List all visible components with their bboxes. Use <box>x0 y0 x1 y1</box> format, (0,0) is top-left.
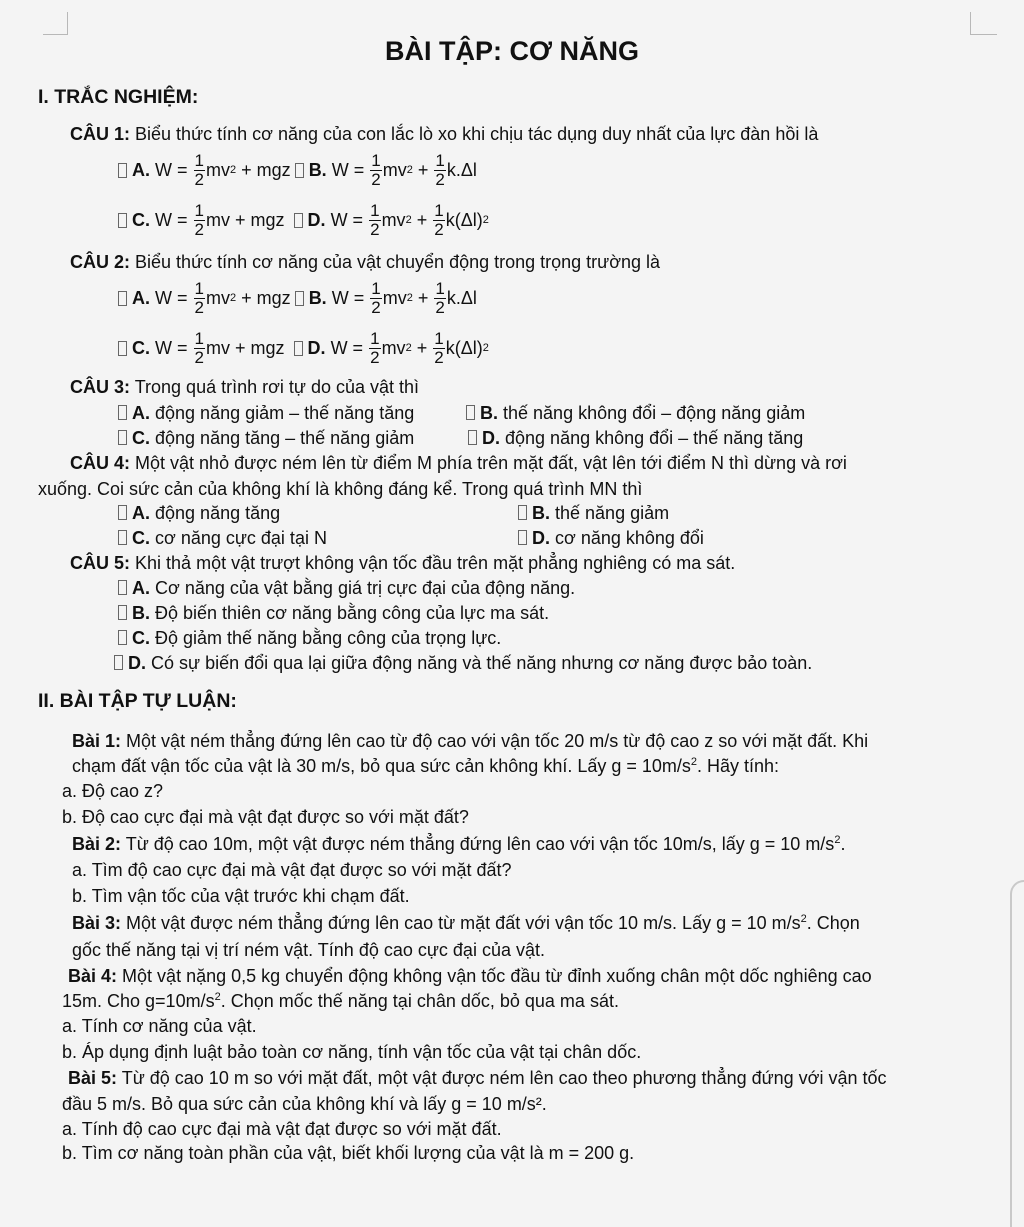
checkbox-icon[interactable] <box>118 341 127 356</box>
exercise-4-part-b: b. Áp dụng định luật bảo toàn cơ năng, tính vận tốc của vật tại chân dốc. <box>62 1042 642 1062</box>
fraction: $\frac{1}{2}$ <box>434 328 444 367</box>
question-2 <box>70 251 660 273</box>
exercise-3-text-2: gốc thế năng tại vị trí ném vật. Tính độ cao cực đại của vật. <box>72 940 545 960</box>
checkbox-icon[interactable] <box>118 213 127 228</box>
question-4-text-1: Một vật nhỏ được ném lên từ điểm M phía trên mặt đất, vật lên tới điểm N thì dừng và rơi <box>135 453 847 473</box>
exercise-5: Bài 5: Từ độ cao 10 m so với mặt đất, một vật được ném lên cao theo phương thẳng đứng với vận tốc <box>68 1068 887 1088</box>
question-3-label: CÂU 3: <box>70 377 131 397</box>
checkbox-icon[interactable] <box>295 163 304 178</box>
q1-option-a-letter: A. <box>132 159 150 180</box>
exercise-2-label: Bài 2: <box>72 834 122 854</box>
checkbox-icon[interactable] <box>118 580 127 595</box>
question-3 <box>70 376 419 398</box>
q2-option-c-letter: C. <box>132 337 150 358</box>
q3-option-c[interactable]: C. động năng tăng – thế năng giảm <box>118 427 414 449</box>
question-5 <box>70 552 735 574</box>
exercise-2: Bài 2: Từ độ cao 10m, một vật được ném thẳng đứng lên cao với vận tốc 10m/s, lấy g = 10 $m/s^2$. <box>72 834 846 854</box>
page-corner-mark-right <box>970 12 997 35</box>
checkbox-icon[interactable] <box>295 291 304 306</box>
q2-option-b-letter: B. <box>308 287 327 308</box>
page-corner-mark-left <box>43 12 68 35</box>
page-title: BÀI TẬP: CƠ NĂNG <box>384 36 640 66</box>
exercise-4-label: Bài 4: <box>68 966 118 986</box>
checkbox-icon[interactable] <box>294 341 303 356</box>
q4-option-d[interactable]: D. cơ năng không đổi <box>518 527 704 549</box>
fraction: $\frac{1}{2}$ <box>434 200 444 239</box>
exercise-1-text-1: Một vật ném thẳng đứng lên cao từ độ cao với vận tốc 20 m/s từ độ cao z so với mặt đất. Khi <box>126 731 869 751</box>
checkbox-icon[interactable] <box>118 430 127 445</box>
exercise-1-label: Bài 1: <box>72 731 122 751</box>
fraction: $\frac{1}{2}$ <box>435 278 445 317</box>
question-2-label: CÂU 2: <box>70 252 131 272</box>
checkbox-icon[interactable] <box>518 530 527 545</box>
fraction: $\frac{1}{2}$ <box>370 200 380 239</box>
exercise-5-label: Bài 5: <box>68 1068 118 1088</box>
question-4-text-2: xuống. Coi sức cản của không khí là không đáng kể. Trong quá trình MN thì <box>38 479 643 499</box>
question-5-text: Khi thả một vật trượt không vận tốc đầu trên mặt phẳng nghiêng có ma sát. <box>135 553 736 573</box>
exercise-5-part-a: a. Tính độ cao cực đại mà vật đạt được so với mặt đất. <box>62 1119 502 1139</box>
checkbox-icon[interactable] <box>466 405 475 420</box>
fraction: $\frac{1}{2}$ <box>194 278 205 317</box>
checkbox-icon[interactable] <box>518 505 527 520</box>
q4-option-c[interactable]: C. cơ năng cực đại tại N <box>118 527 327 549</box>
q1-option-b-letter: B. <box>308 159 327 180</box>
q2-options-row-1: A. W = $\frac{1}{2}$ mv 2 + mgz B. W = $\frac{1}{2}$ mv 2 + $\frac{1}{2}$ k.Δl <box>118 276 477 320</box>
q2-option-d-letter: D. <box>307 337 326 358</box>
q1-option-d-letter: D. <box>307 209 326 230</box>
exercise-3: Bài 3: Một vật được ném thẳng đứng lên cao từ mặt đất với vận tốc 10 m/s. Lấy g = 10 $m/s^2$. Chọn <box>72 913 860 933</box>
checkbox-icon[interactable] <box>114 655 123 670</box>
checkbox-icon[interactable] <box>468 430 477 445</box>
fraction: $\frac{1}{2}$ <box>371 278 381 317</box>
checkbox-icon[interactable] <box>118 291 127 306</box>
fraction: $\frac{1}{2}$ <box>194 150 205 189</box>
exercise-3-label: Bài 3: <box>72 913 122 933</box>
section-1-heading: I. TRẮC NGHIỆM: <box>38 86 199 108</box>
question-5-label: CÂU 5: <box>70 553 131 573</box>
q3-option-d[interactable]: D. động năng không đổi – thế năng tăng <box>468 427 803 449</box>
fraction: $\frac{1}{2}$ <box>371 150 381 189</box>
question-3-text: Trong quá trình rơi tự do của vật thì <box>134 377 420 397</box>
q2-option-a-letter: A. <box>132 287 150 308</box>
question-1-text: Biểu thức tính cơ năng của con lắc lò xo khi chịu tác dụng duy nhất của lực đàn hồi là <box>135 124 819 144</box>
question-1-label: CÂU 1: <box>70 124 131 144</box>
q1-option-c-letter: C. <box>132 209 150 230</box>
checkbox-icon[interactable] <box>294 213 303 228</box>
question-2-text: Biểu thức tính cơ năng của vật chuyển động trong trọng trường là <box>135 252 661 272</box>
exercise-1-text-2: chạm đất vận tốc của vật là 30 m/s, bỏ qua sức cản không khí. Lấy $g = 10m/s^2$. Hãy tính: <box>72 756 780 776</box>
question-1 <box>70 123 818 145</box>
section-2-heading: II. BÀI TẬP TỰ LUẬN: <box>38 690 237 712</box>
exercise-2-part-b: b. Tìm vận tốc của vật trước khi chạm đất. <box>72 886 410 906</box>
checkbox-icon[interactable] <box>118 163 127 178</box>
checkbox-icon[interactable] <box>118 505 127 520</box>
exercise-5-text-2: đầu 5 m/s. Bỏ qua sức cản của không khí và lấy g = 10 m/s². <box>62 1094 547 1114</box>
q5-option-d[interactable]: D. Có sự biến đổi qua lại giữa động năng và thế năng nhưng cơ năng được bảo toàn. <box>114 652 812 674</box>
q1-options-row-2: C. W = $\frac{1}{2}$ mv + mgz D. W = $\frac{1}{2}$ mv 2 + $\frac{1}{2}$ k(Δl) 2 <box>118 198 489 242</box>
q2-options-row-2: C. W = $\frac{1}{2}$ mv + mgz D. W = $\frac{1}{2}$ mv 2 + $\frac{1}{2}$ k(Δl) 2 <box>118 326 489 370</box>
q5-option-b[interactable]: B. Độ biến thiên cơ năng bằng công của lực ma sát. <box>118 602 549 624</box>
q5-option-c[interactable]: C. Độ giảm thế năng bằng công của trọng lực. <box>118 627 501 649</box>
exercise-1 <box>72 730 868 752</box>
exercise-4-text-2: 15m. Cho $g=10m/s^2$. Chọn mốc thế năng tại chân dốc, bỏ qua ma sát. <box>62 991 619 1011</box>
q5-option-a[interactable]: A. Cơ năng của vật bằng giá trị cực đại của động năng. <box>118 577 575 599</box>
exercise-1-part-b: b. Độ cao cực đại mà vật đạt được so với mặt đất? <box>62 807 469 827</box>
q3-option-a[interactable]: A. động năng giảm – thế năng tăng <box>118 402 414 424</box>
question-4 <box>70 452 847 474</box>
q4-option-a[interactable]: A. động năng tăng <box>118 502 280 524</box>
q1-options-row-1: A. W = $\frac{1}{2}$ mv 2 + mgz B. W = $\frac{1}{2}$ mv 2 + $\frac{1}{2}$ k.Δl <box>118 148 477 192</box>
fraction: $\frac{1}{2}$ <box>194 328 205 367</box>
checkbox-icon[interactable] <box>118 605 127 620</box>
fraction: $\frac{1}{2}$ <box>194 200 205 239</box>
checkbox-icon[interactable] <box>118 405 127 420</box>
exercise-1-part-a: a. Độ cao z? <box>62 781 164 801</box>
question-4-label: CÂU 4: <box>70 453 131 473</box>
checkbox-icon[interactable] <box>118 630 127 645</box>
exercise-2-part-a: a. Tìm độ cao cực đại mà vật đạt được so với mặt đất? <box>72 860 512 880</box>
exercise-4-part-a: a. Tính cơ năng của vật. <box>62 1016 257 1036</box>
exercise-4: Bài 4: Một vật nặng 0,5 kg chuyển động không vận tốc đầu từ đỉnh xuống chân một dốc nghiêng cao <box>68 966 872 986</box>
q1-option-a-lhs: W = <box>155 160 188 180</box>
q3-option-b[interactable]: B. thế năng không đổi – động năng giảm <box>466 402 805 424</box>
fraction: $\frac{1}{2}$ <box>370 328 380 367</box>
exercise-5-part-b: b. Tìm cơ năng toàn phần của vật, biết khối lượng của vật là m = 200 g. <box>62 1143 635 1163</box>
q4-option-b[interactable]: B. thế năng giảm <box>518 502 669 524</box>
page-curl-edge <box>1010 880 1024 1227</box>
fraction: $\frac{1}{2}$ <box>435 150 445 189</box>
checkbox-icon[interactable] <box>118 530 127 545</box>
